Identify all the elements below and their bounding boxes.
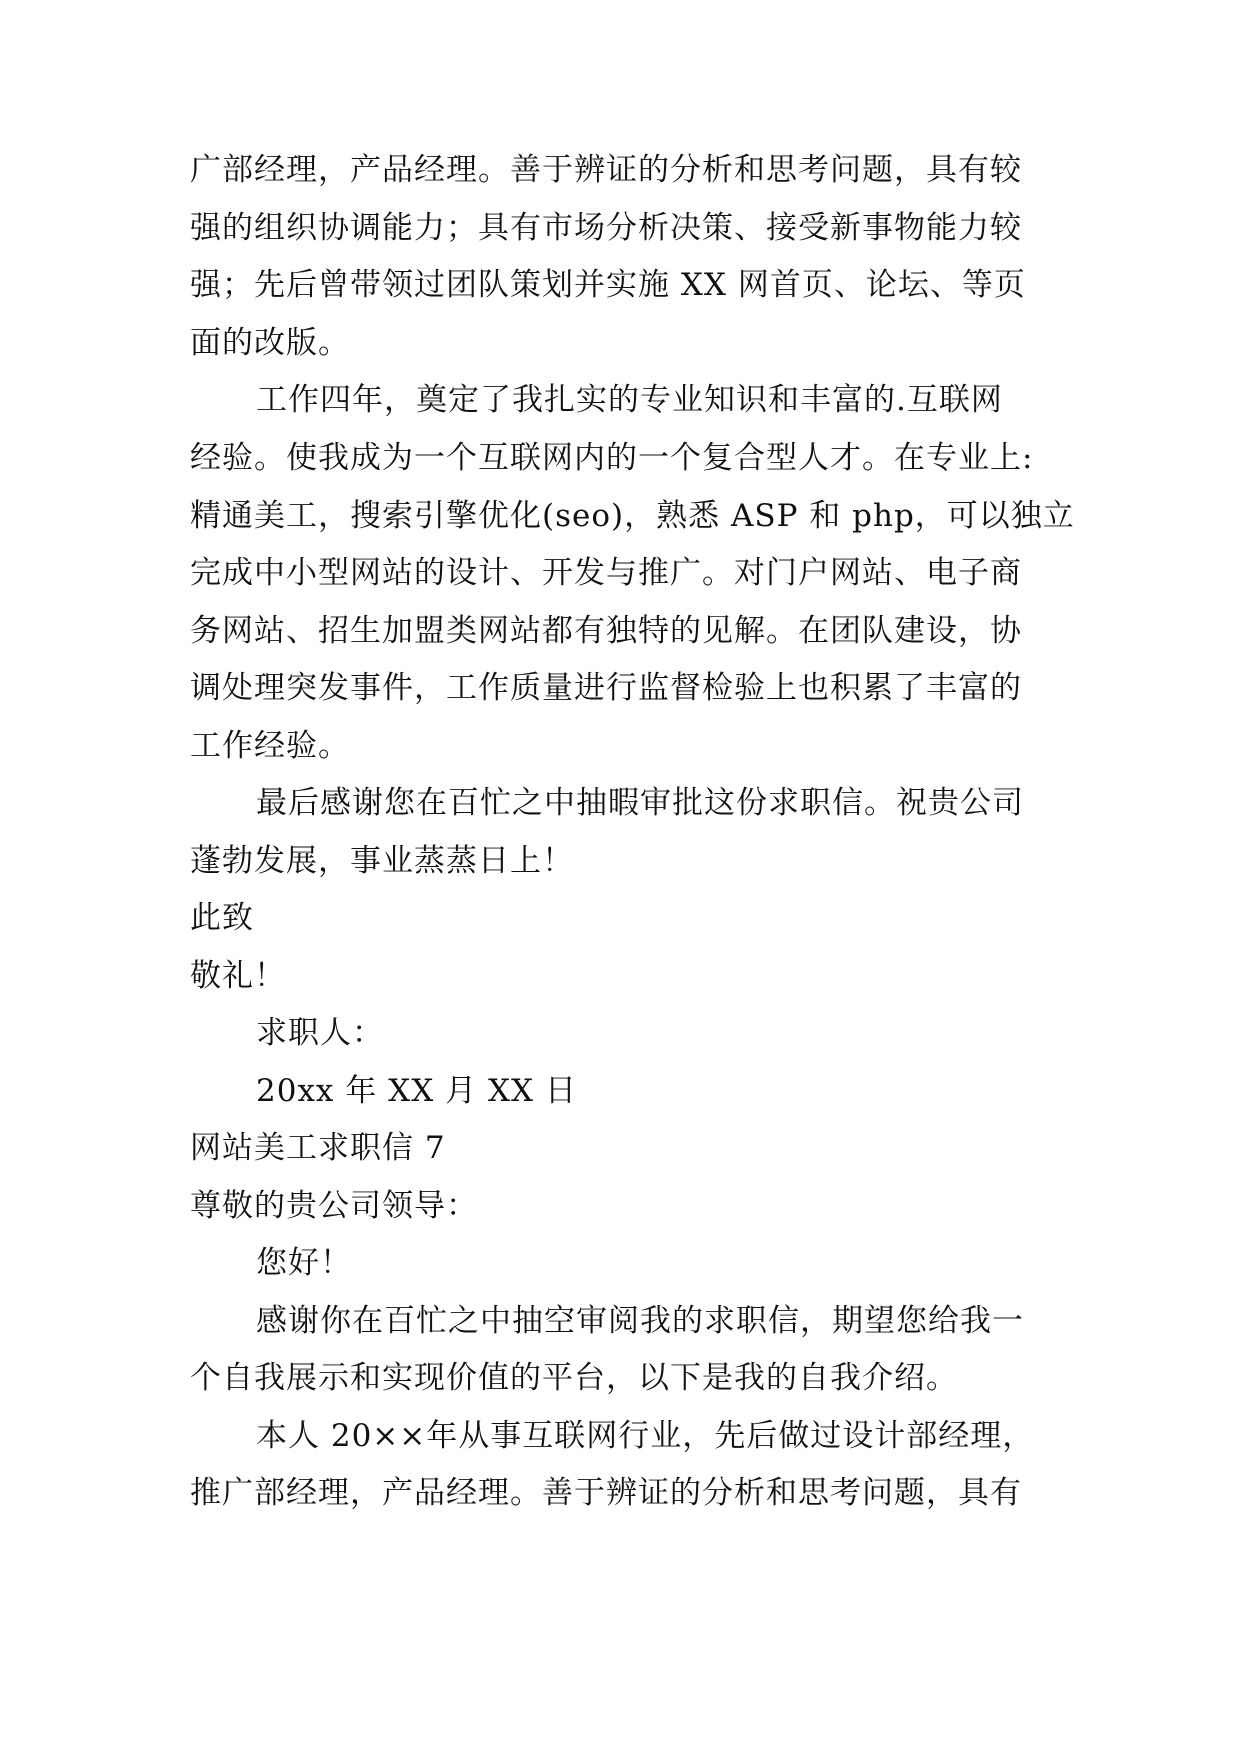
text-line: 调处理突发事件，工作质量进行监督检验上也积累了丰富的 (190, 670, 1022, 706)
text-line: 工作四年，奠定了我扎实的专业知识和丰富的.互联网 (256, 382, 1003, 418)
salutation-line: 敬礼！ (190, 958, 286, 994)
text-line: 面的改版。 (190, 325, 350, 361)
text-line: 最后感谢您在百忙之中抽暇审批这份求职信。祝贵公司 (256, 785, 1024, 821)
greeting-line: 您好！ (256, 1245, 352, 1281)
salutation-line: 此致 (190, 900, 254, 936)
date-line: 20xx 年 XX 月 XX 日 (256, 1073, 577, 1109)
text-line: 经验。使我成为一个互联网内的一个复合型人才。在专业上: (190, 440, 1034, 476)
text-line: 强；先后曾带领过团队策划并实施 XX 网首页、论坛、等页 (190, 267, 1026, 303)
text-line: 本人 20××年从事互联网行业，先后做过设计部经理， (256, 1418, 1035, 1454)
text-line: 强的组织协调能力；具有市场分析决策、接受新事物能力较 (190, 210, 1022, 246)
text-line: 精通美工，搜索引擎优化(seo)，熟悉 ASP 和 php，可以独立 (190, 498, 1075, 534)
greeting-line: 尊敬的贵公司领导： (190, 1188, 478, 1224)
text-line: 推广部经理，产品经理。善于辨证的分析和思考问题，具有 (190, 1475, 1022, 1511)
text-line: 务网站、招生加盟类网站都有独特的见解。在团队建设，协 (190, 613, 1022, 649)
text-line: 工作经验。 (190, 728, 350, 764)
signature-line: 求职人： (256, 1015, 384, 1051)
text-line: 广部经理，产品经理。善于辨证的分析和思考问题，具有较 (190, 152, 1022, 188)
text-line: 完成中小型网站的设计、开发与推广。对门户网站、电子商 (190, 555, 1022, 591)
section-title: 网站美工求职信 7 (190, 1130, 446, 1166)
text-line: 个自我展示和实现价值的平台，以下是我的自我介绍。 (190, 1360, 958, 1396)
text-line: 感谢你在百忙之中抽空审阅我的求职信，期望您给我一 (256, 1303, 1024, 1339)
text-line: 蓬勃发展，事业蒸蒸日上！ (190, 843, 574, 879)
